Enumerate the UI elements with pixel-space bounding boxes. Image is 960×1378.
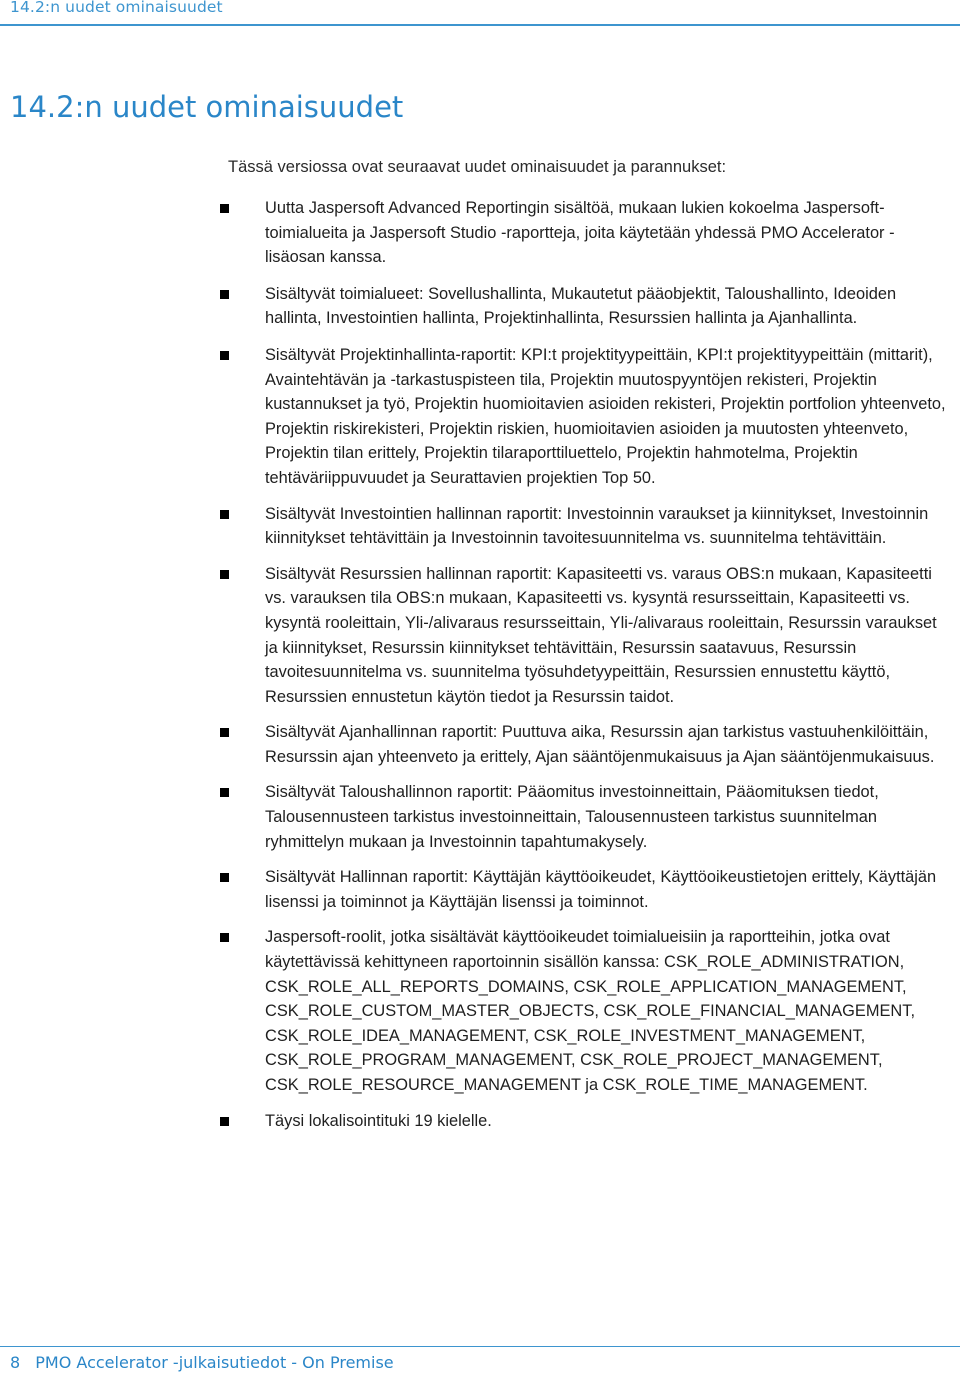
- list-item: [218, 196, 953, 270]
- list-item: [218, 502, 953, 551]
- footer-text: PMO Accelerator -julkaisutiedot - On Premise: [35, 1353, 394, 1372]
- square-bullet-icon: [220, 933, 229, 942]
- list-item-text: Sisältyvät Projektinhallinta-raportit: KPI:t projektityypeittäin, KPI:t projektityypeittäin (mittarit), Avaintehtävän ja -tarkastuspisteen tila, Projektin muutospyyntöjen rekisteri, Projektin kustannukset ja työ, Projektin huomioitavien asioiden rekisteri, Projektin portfolion yhteenveto, Projektin riskirekisteri, Projektin riskien, huomioitavien asioiden ja muutosten yhteenveto, Projektin tilan erittely, Projektin tilaraporttiluettelo, Projektin hahmotelma, Projektin tehtäväriippuvuudet ja Seurattavien projektien Top 50.: [265, 345, 946, 487]
- page-title: 14.2:n uudet ominaisuudet: [10, 90, 404, 124]
- list-item-text: Sisältyvät toimialueet: Sovellushallinta, Mukautetut pääobjektit, Taloushallinto, Ideoiden hallinta, Investointien hallinta, Projektinhallinta, Resurssien hallinta ja Ajanhallinta.: [265, 284, 897, 328]
- list-item-text: Sisältyvät Resurssien hallinnan raportit: Kapasiteetti vs. varaus OBS:n mukaan, Kapasiteetti vs. varauksen tila OBS:n mukaan, Kapasiteetti vs. kysyntä resursseittain, Kapasiteetti vs. kysyntä rooleittain, Yli-/alivaraus resursseittain, Yli-/alivaraus rooleittain, Resurssin varaukset ja kiinnitykset, Resurssin kiinnitykset tehtävittäin, Resurssin saatavuus, Resurssin tavoitesuunnitelma vs. suunnitelma työsuhdetyypeittäin, Resurssien ennustettu käyttö, Resurssien ennustetun käytön tiedot ja Resurssin taidot.: [265, 564, 937, 706]
- list-item-text: Uutta Jaspersoft Advanced Reportingin sisältöä, mukaan lukien kokoelma Jaspersoft-toimialueita ja Jaspersoft Studio -raportteja, joita käytetään yhdessä PMO Accelerator -lisäosan kanssa.: [265, 199, 895, 267]
- running-header: 14.2:n uudet ominaisuudet: [10, 0, 223, 16]
- list-item-text: Sisältyvät Taloushallinnon raportit: Pääomitus investoinneittain, Pääomituksen tiedot, Talousennusteen tarkistus investoinneittain, Talousennusteen tarkistus suunnitelman ryhmittelyn mukaan ja Investoinnin tapahtumakysely.: [265, 783, 879, 851]
- square-bullet-icon: [220, 351, 229, 360]
- list-item: [218, 343, 953, 491]
- list-item: [218, 720, 953, 769]
- header-divider: [0, 24, 960, 26]
- square-bullet-icon: [220, 788, 229, 797]
- list-item: [218, 1109, 953, 1134]
- square-bullet-icon: [220, 290, 229, 299]
- square-bullet-icon: [220, 204, 229, 213]
- square-bullet-icon: [220, 1117, 229, 1126]
- list-item: [218, 282, 953, 331]
- square-bullet-icon: [220, 570, 229, 579]
- list-item-text: Sisältyvät Ajanhallinnan raportit: Puuttuva aika, Resurssin ajan tarkistus vastuuhenkilöittäin, Resurssin ajan yhteenveto ja erittely, Ajan sääntöjenmukaisuus ja Ajan sääntöjenmukaisuus.: [265, 723, 935, 766]
- square-bullet-icon: [220, 728, 229, 737]
- page-number: 8: [10, 1353, 21, 1372]
- feature-list: [218, 196, 953, 1133]
- page-footer: [10, 1353, 394, 1372]
- list-item: [218, 562, 953, 710]
- list-item-text: Sisältyvät Investointien hallinnan raportit: Investoinnin varaukset ja kiinnitykset, Investoinnin kiinnitykset tehtävittäin ja Investoinnin tavoitesuunnitelma vs. suunnitelma tehtävittäin.: [265, 504, 929, 548]
- square-bullet-icon: [220, 873, 229, 882]
- list-item-text: Sisältyvät Hallinnan raportit: Käyttäjän käyttöoikeudet, Käyttöoikeustietojen erittely, Käyttäjän lisenssi ja toiminnot ja Käyttäjän lisenssi ja toiminnot.: [265, 868, 937, 911]
- list-item-text: Jaspersoft-roolit, jotka sisältävät käyttöoikeudet toimialueisiin ja raportteihin, jotka ovat käytettävissä kehittyneen raportoinnin sisällön kanssa: CSK_ROLE_ADMINISTRATION, CSK_ROLE_ALL_REPORTS_DOMAINS, CSK_ROLE_APPLICATION_MANAGEMENT, CSK_ROLE_CUSTOM_MASTER_OBJECTS, CSK_ROLE_FINANCIAL_MANAGEMENT, CSK_ROLE_IDEA_MANAGEMENT, CSK_ROLE_INVESTMENT_MANAGEMENT, CSK_ROLE_PROGRAM_MANAGEMENT, CSK_ROLE_PROJECT_MANAGEMENT, CSK_ROLE_RESOURCE_MANAGEMENT ja CSK_ROLE_TIME_MANAGEMENT.: [265, 928, 916, 1094]
- list-item-text: Täysi lokalisointituki 19 kielelle.: [265, 1111, 492, 1130]
- intro-paragraph: Tässä versiossa ovat seuraavat uudet ominaisuudet ja parannukset:: [228, 158, 727, 176]
- list-item: [218, 925, 953, 1097]
- list-item: [218, 780, 953, 854]
- list-item: [218, 865, 953, 914]
- square-bullet-icon: [220, 510, 229, 519]
- footer-divider: [0, 1346, 960, 1347]
